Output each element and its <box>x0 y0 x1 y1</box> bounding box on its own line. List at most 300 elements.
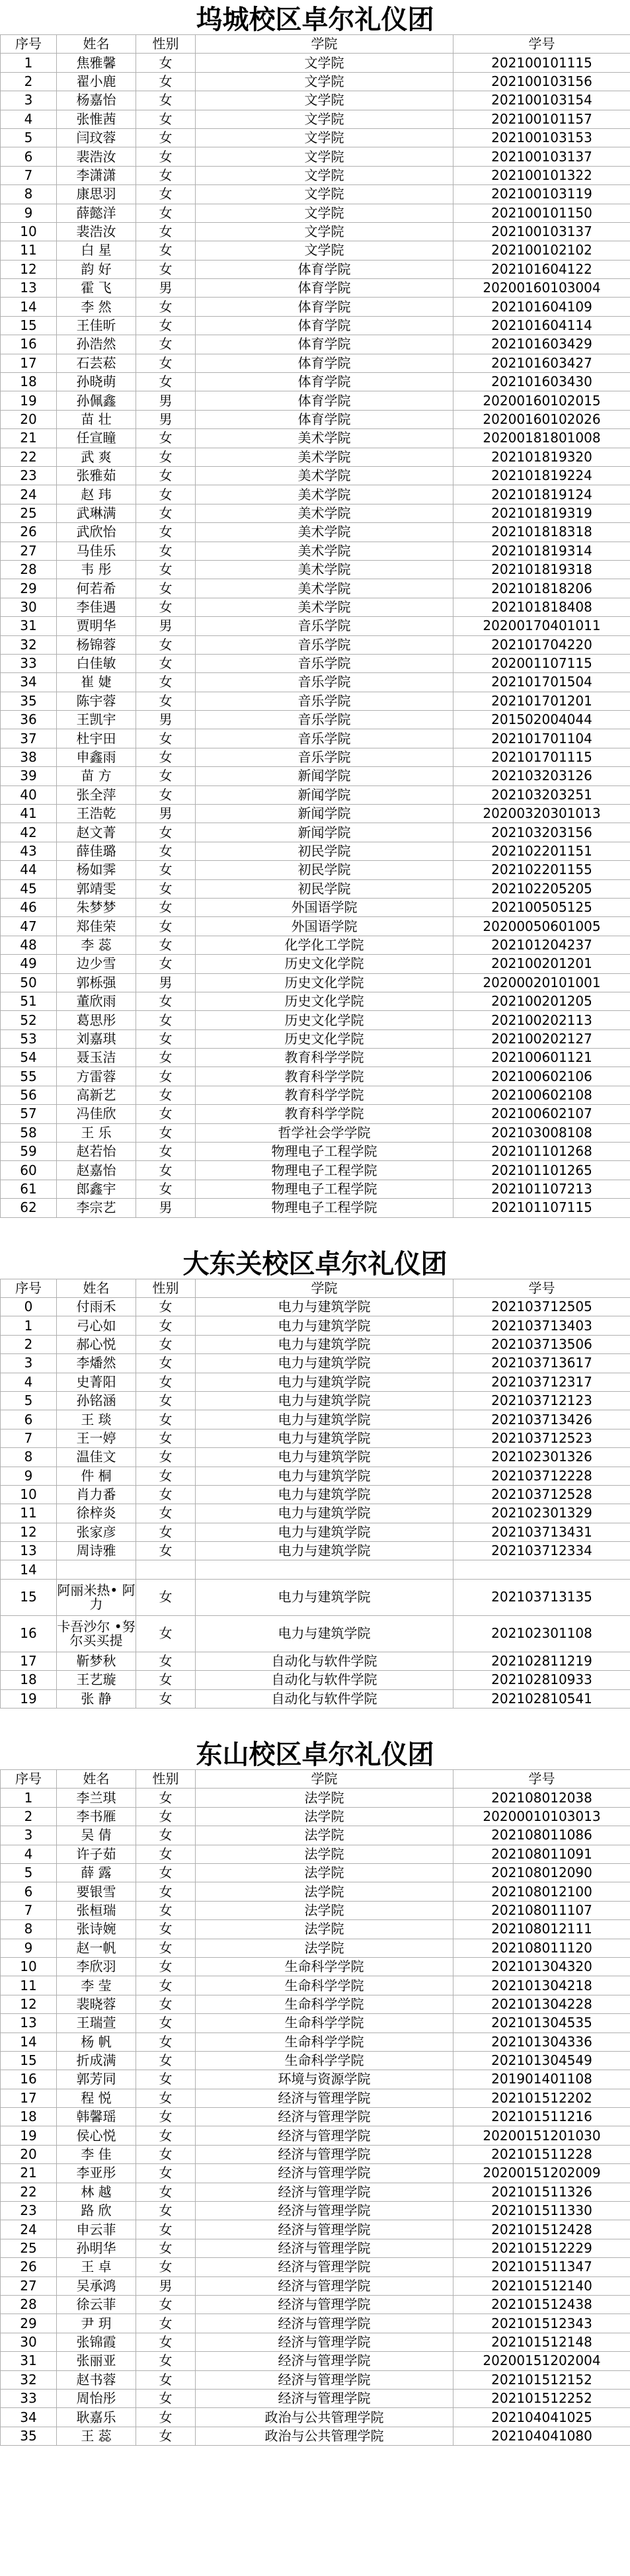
row-index: 35 <box>1 2427 57 2445</box>
table-row <box>1 1448 630 1467</box>
table-row <box>1 579 630 598</box>
row-index: 13 <box>1 1542 57 1560</box>
section-title: 东山校区卓尔礼仪团 <box>196 1740 434 1771</box>
row-index: 62 <box>1 1199 57 1217</box>
student-college: 生命科学学院 <box>196 2014 453 2033</box>
student-gender: 女 <box>136 1049 196 1067</box>
student-id: 202100202127 <box>453 1029 630 1048</box>
row-index: 12 <box>1 1995 57 2013</box>
student-name: 赵一帆 <box>57 1939 136 1957</box>
table-row <box>1 2164 630 2183</box>
student-id: 202102810933 <box>453 1671 630 1689</box>
student-gender: 女 <box>136 898 196 916</box>
student-id: 202108011120 <box>453 1939 630 1957</box>
row-index: 11 <box>1 1504 57 1523</box>
row-index: 22 <box>1 448 57 466</box>
student-college: 音乐学院 <box>196 692 453 710</box>
student-name: 王浩乾 <box>57 805 136 823</box>
student-gender: 女 <box>136 1105 196 1123</box>
student-college: 电力与建筑学院 <box>196 1335 453 1353</box>
student-name: 王 蕊 <box>57 2427 136 2445</box>
row-index: 26 <box>1 523 57 542</box>
student-gender: 女 <box>136 785 196 804</box>
row-index: 13 <box>1 2014 57 2033</box>
student-name: 王 乐 <box>57 1123 136 1142</box>
row-index: 24 <box>1 2220 57 2239</box>
student-id: 202108012090 <box>453 1863 630 1882</box>
row-index: 16 <box>1 1615 57 1652</box>
student-id: 202101512252 <box>453 2389 630 2407</box>
student-gender: 女 <box>136 1789 196 1807</box>
row-index: 28 <box>1 560 57 579</box>
table-row <box>1 917 630 936</box>
row-index: 28 <box>1 2295 57 2314</box>
table-row <box>1 1504 630 1523</box>
student-id: 202101604114 <box>453 316 630 335</box>
table-row <box>1 260 630 278</box>
student-college: 经济与管理学院 <box>196 2239 453 2257</box>
student-college: 教育科学学院 <box>196 1086 453 1104</box>
student-id: 202101701201 <box>453 692 630 710</box>
student-gender: 女 <box>136 2389 196 2407</box>
student-college: 法学院 <box>196 1939 453 1957</box>
row-index: 6 <box>1 147 57 166</box>
row-index: 12 <box>1 1523 57 1541</box>
student-gender: 女 <box>136 1298 196 1316</box>
table-row <box>1 560 630 579</box>
student-name: 申云菲 <box>57 2220 136 2239</box>
student-id: 202103712334 <box>453 1542 630 1560</box>
table-row <box>1 1671 630 1689</box>
student-name: 孙浩然 <box>57 335 136 354</box>
student-id: 202103712528 <box>453 1485 630 1504</box>
student-name: 许子茹 <box>57 1845 136 1863</box>
student-id: 202101304549 <box>453 2051 630 2070</box>
student-name: 耿嘉乐 <box>57 2408 136 2427</box>
student-gender: 女 <box>136 1485 196 1504</box>
row-index: 17 <box>1 1652 57 1670</box>
row-index: 29 <box>1 2314 57 2333</box>
student-college: 经济与管理学院 <box>196 2202 453 2220</box>
table-row <box>1 1957 630 1976</box>
student-id: 202103713403 <box>453 1316 630 1335</box>
student-id: 202001107115 <box>453 654 630 672</box>
row-index: 49 <box>1 955 57 973</box>
row-index: 25 <box>1 504 57 522</box>
student-id: 20200160102026 <box>453 410 630 428</box>
student-name: 石芸菘 <box>57 354 136 372</box>
student-gender: 女 <box>136 2295 196 2314</box>
row-index: 42 <box>1 823 57 842</box>
student-college: 自动化与软件学院 <box>196 1689 453 1708</box>
table-row <box>1 1615 630 1652</box>
row-index: 11 <box>1 241 57 260</box>
student-name: 王佳昕 <box>57 316 136 335</box>
student-name: 张锦霞 <box>57 2333 136 2351</box>
student-id: 202101101268 <box>453 1143 630 1161</box>
row-index: 52 <box>1 1011 57 1029</box>
table-row <box>1 1807 630 1826</box>
row-index: 27 <box>1 2276 57 2295</box>
student-college: 初民学院 <box>196 879 453 898</box>
row-index: 4 <box>1 1845 57 1863</box>
student-name: 李 莹 <box>57 1976 136 1995</box>
student-gender: 女 <box>136 842 196 860</box>
student-gender: 女 <box>136 748 196 766</box>
student-gender: 男 <box>136 711 196 729</box>
table-row <box>1 1298 630 1316</box>
student-college: 经济与管理学院 <box>196 2295 453 2314</box>
student-name: 武琳满 <box>57 504 136 522</box>
student-id: 202101304336 <box>453 2033 630 2051</box>
student-name: 折成满 <box>57 2051 136 2070</box>
student-name: 李书雁 <box>57 1807 136 1826</box>
row-index: 25 <box>1 2239 57 2257</box>
student-name: 王 卓 <box>57 2258 136 2276</box>
student-gender: 女 <box>136 373 196 391</box>
row-index: 47 <box>1 917 57 936</box>
student-college: 体育学院 <box>196 335 453 354</box>
student-name: 裴浩汝 <box>57 147 136 166</box>
student-college: 美术学院 <box>196 579 453 598</box>
student-name: 韦 彤 <box>57 560 136 579</box>
student-name: 李佳遇 <box>57 598 136 616</box>
table-row <box>1 1560 630 1579</box>
student-name: 李 然 <box>57 298 136 316</box>
student-id: 202101107213 <box>453 1180 630 1198</box>
table-row <box>1 1901 630 1919</box>
student-college: 电力与建筑学院 <box>196 1448 453 1467</box>
student-id: 202100201205 <box>453 992 630 1010</box>
row-index: 2 <box>1 72 57 91</box>
student-name: 件 桐 <box>57 1467 136 1485</box>
table-row <box>1 110 630 128</box>
table-row <box>1 823 630 842</box>
student-gender: 女 <box>136 147 196 166</box>
student-gender: 女 <box>136 1579 196 1615</box>
student-id <box>453 1560 630 1579</box>
student-college: 文学院 <box>196 110 453 128</box>
student-name: 付雨禾 <box>57 1298 136 1316</box>
row-index: 29 <box>1 579 57 598</box>
row-index: 61 <box>1 1180 57 1198</box>
student-id: 202108011107 <box>453 1901 630 1919</box>
student-gender: 男 <box>136 2276 196 2295</box>
student-id: 202100602108 <box>453 1086 630 1104</box>
table-row <box>1 1086 630 1104</box>
student-gender: 男 <box>136 973 196 992</box>
student-name: 赵文菁 <box>57 823 136 842</box>
row-index: 15 <box>1 2051 57 2070</box>
student-name: 吴 倩 <box>57 1826 136 1845</box>
table-row <box>1 429 630 448</box>
student-name: 阿丽米热• 阿力 <box>57 1579 136 1615</box>
row-index: 43 <box>1 842 57 860</box>
student-college: 初民学院 <box>196 861 453 879</box>
table-row <box>1 673 630 692</box>
student-name: 薛懿洋 <box>57 204 136 222</box>
student-name: 闫玟蓉 <box>57 128 136 147</box>
student-name: 白佳敏 <box>57 654 136 672</box>
student-college: 美术学院 <box>196 429 453 448</box>
table-row <box>1 1011 630 1029</box>
table-header-row <box>1 35 630 54</box>
student-name: 张家彦 <box>57 1523 136 1541</box>
table-row <box>1 1523 630 1541</box>
student-gender: 女 <box>136 1957 196 1976</box>
student-name: 孙晓萌 <box>57 373 136 391</box>
student-gender: 女 <box>136 1391 196 1410</box>
section-title: 大东关校区卓尔礼仪团 <box>182 1248 448 1279</box>
student-college: 音乐学院 <box>196 711 453 729</box>
student-college: 经济与管理学院 <box>196 2276 453 2295</box>
table-row <box>1 879 630 898</box>
student-gender: 女 <box>136 504 196 522</box>
student-id: 202101819124 <box>453 485 630 504</box>
student-name: 李欣羽 <box>57 1957 136 1976</box>
student-name: 肖力番 <box>57 1485 136 1504</box>
student-name: 温佳文 <box>57 1448 136 1467</box>
student-college: 化学化工学院 <box>196 936 453 954</box>
student-id: 202101512152 <box>453 2370 630 2389</box>
student-name: 郭靖雯 <box>57 879 136 898</box>
student-college: 体育学院 <box>196 279 453 298</box>
student-id: 202103713431 <box>453 1523 630 1541</box>
table-row <box>1 973 630 992</box>
col-student-id-header: 学号 <box>453 35 630 54</box>
student-id: 202104041080 <box>453 2427 630 2445</box>
student-gender: 女 <box>136 91 196 110</box>
row-index: 14 <box>1 2033 57 2051</box>
student-name: 路 欣 <box>57 2202 136 2220</box>
student-college: 音乐学院 <box>196 673 453 692</box>
student-name: 郭栎强 <box>57 973 136 992</box>
table-row <box>1 1689 630 1708</box>
student-id: 202103713617 <box>453 1354 630 1373</box>
student-id: 202101819314 <box>453 542 630 560</box>
table-row <box>1 204 630 222</box>
row-index: 18 <box>1 1671 57 1689</box>
row-index: 8 <box>1 1448 57 1467</box>
row-index: 33 <box>1 654 57 672</box>
roster-table <box>0 34 630 1218</box>
table-row <box>1 898 630 916</box>
student-id: 202103203251 <box>453 785 630 804</box>
student-id: 202108011086 <box>453 1826 630 1845</box>
student-gender: 女 <box>136 1429 196 1447</box>
student-name: 李 佳 <box>57 2145 136 2163</box>
student-college: 电力与建筑学院 <box>196 1467 453 1485</box>
table-row <box>1 2033 630 2051</box>
student-gender: 女 <box>136 2258 196 2276</box>
student-id: 202100103153 <box>453 128 630 147</box>
student-id: 202101704220 <box>453 635 630 654</box>
student-name: 赵 玮 <box>57 485 136 504</box>
student-name: 裴晓蓉 <box>57 1995 136 2013</box>
student-id: 202101603427 <box>453 354 630 372</box>
student-name: 贾明华 <box>57 617 136 635</box>
student-name: 郭芳同 <box>57 2070 136 2089</box>
table-row <box>1 2183 630 2201</box>
col-index-header: 序号 <box>1 1770 57 1789</box>
row-index: 18 <box>1 2108 57 2126</box>
row-index: 9 <box>1 1467 57 1485</box>
student-name: 王瑞萱 <box>57 2014 136 2033</box>
student-id: 202102811219 <box>453 1652 630 1670</box>
table-row <box>1 729 630 748</box>
student-id: 202101512140 <box>453 2276 630 2295</box>
row-index: 32 <box>1 2370 57 2389</box>
student-id: 202108011091 <box>453 1845 630 1863</box>
student-gender: 女 <box>136 204 196 222</box>
student-gender: 女 <box>136 1807 196 1826</box>
student-college: 电力与建筑学院 <box>196 1485 453 1504</box>
row-index: 15 <box>1 1579 57 1615</box>
student-college: 历史文化学院 <box>196 1011 453 1029</box>
row-index: 8 <box>1 185 57 204</box>
row-index: 19 <box>1 391 57 410</box>
student-gender: 女 <box>136 166 196 184</box>
student-id: 202104041025 <box>453 2408 630 2427</box>
student-name: 郑佳荣 <box>57 917 136 936</box>
row-index: 36 <box>1 711 57 729</box>
student-id: 202100602107 <box>453 1105 630 1123</box>
table-row <box>1 1882 630 1901</box>
student-college: 历史文化学院 <box>196 1029 453 1048</box>
student-college: 物理电子工程学院 <box>196 1180 453 1198</box>
student-college: 物理电子工程学院 <box>196 1199 453 1217</box>
student-id: 202100505125 <box>453 898 630 916</box>
student-college: 电力与建筑学院 <box>196 1615 453 1652</box>
student-gender: 女 <box>136 466 196 485</box>
student-name: 苗 方 <box>57 767 136 785</box>
row-index: 3 <box>1 91 57 110</box>
row-index: 22 <box>1 2183 57 2201</box>
student-college: 生命科学学院 <box>196 2051 453 2070</box>
table-row <box>1 391 630 410</box>
student-college: 体育学院 <box>196 373 453 391</box>
table-row <box>1 504 630 522</box>
student-college: 历史文化学院 <box>196 973 453 992</box>
row-index: 5 <box>1 1863 57 1882</box>
student-id: 202100103137 <box>453 222 630 241</box>
table-row <box>1 767 630 785</box>
table-row <box>1 542 630 560</box>
student-college: 体育学院 <box>196 391 453 410</box>
row-index: 55 <box>1 1067 57 1086</box>
student-college: 音乐学院 <box>196 635 453 654</box>
table-row <box>1 711 630 729</box>
table-row <box>1 861 630 879</box>
table-row <box>1 955 630 973</box>
student-gender: 女 <box>136 729 196 748</box>
student-name: 徐云菲 <box>57 2295 136 2314</box>
row-index: 17 <box>1 354 57 372</box>
student-gender: 女 <box>136 560 196 579</box>
student-gender: 女 <box>136 1652 196 1670</box>
student-gender: 女 <box>136 1067 196 1086</box>
student-name: 王 琰 <box>57 1410 136 1429</box>
row-index: 23 <box>1 466 57 485</box>
student-name: 杨如霁 <box>57 861 136 879</box>
student-id: 201502004044 <box>453 711 630 729</box>
student-college: 文学院 <box>196 222 453 241</box>
student-gender: 女 <box>136 2126 196 2145</box>
student-id: 202103712228 <box>453 1467 630 1485</box>
table-row <box>1 147 630 166</box>
student-college: 文学院 <box>196 166 453 184</box>
row-index: 10 <box>1 222 57 241</box>
student-gender: 女 <box>136 1467 196 1485</box>
student-name: 周诗雅 <box>57 1542 136 1560</box>
student-name: 武欣怡 <box>57 523 136 542</box>
student-gender: 女 <box>136 1354 196 1373</box>
student-gender: 女 <box>136 1901 196 1919</box>
student-id: 202100202113 <box>453 1011 630 1029</box>
student-id: 202101512148 <box>453 2333 630 2351</box>
student-name: 任宣瞳 <box>57 429 136 448</box>
student-gender: 女 <box>136 635 196 654</box>
row-index: 9 <box>1 204 57 222</box>
student-name: 申鑫雨 <box>57 748 136 766</box>
student-name: 王艺璇 <box>57 1671 136 1689</box>
row-index: 21 <box>1 429 57 448</box>
student-id: 202101511347 <box>453 2258 630 2276</box>
student-gender: 女 <box>136 241 196 260</box>
student-college: 体育学院 <box>196 354 453 372</box>
table-row <box>1 1976 630 1995</box>
student-college: 经济与管理学院 <box>196 2145 453 2163</box>
row-index: 53 <box>1 1029 57 1048</box>
student-gender: 女 <box>136 1689 196 1708</box>
student-college: 体育学院 <box>196 316 453 335</box>
student-name: 薛 露 <box>57 1863 136 1882</box>
student-gender: 女 <box>136 1373 196 1391</box>
student-name: 李亚彤 <box>57 2164 136 2183</box>
student-name: 杨锦蓉 <box>57 635 136 654</box>
student-college: 音乐学院 <box>196 654 453 672</box>
student-college: 美术学院 <box>196 560 453 579</box>
table-row <box>1 598 630 616</box>
student-college: 文学院 <box>196 91 453 110</box>
student-id: 20200160103004 <box>453 279 630 298</box>
row-index: 8 <box>1 1920 57 1939</box>
student-id: 202100201201 <box>453 955 630 973</box>
student-college: 经济与管理学院 <box>196 2352 453 2370</box>
student-college: 教育科学学院 <box>196 1067 453 1086</box>
student-id: 202101511228 <box>453 2145 630 2163</box>
student-name: 徐梓炎 <box>57 1504 136 1523</box>
section-gap <box>0 1709 630 1735</box>
table-header-row <box>1 1770 630 1789</box>
student-college: 体育学院 <box>196 410 453 428</box>
row-index: 2 <box>1 1807 57 1826</box>
student-gender: 女 <box>136 598 196 616</box>
row-index: 15 <box>1 316 57 335</box>
student-name: 王一婷 <box>57 1429 136 1447</box>
student-gender: 女 <box>136 1845 196 1863</box>
student-gender: 女 <box>136 448 196 466</box>
student-college: 自动化与软件学院 <box>196 1652 453 1670</box>
student-college: 政治与公共管理学院 <box>196 2427 453 2445</box>
row-index: 39 <box>1 767 57 785</box>
section-gap <box>0 1218 630 1244</box>
student-college: 文学院 <box>196 54 453 72</box>
row-index: 17 <box>1 2089 57 2107</box>
student-name: 孙铭涵 <box>57 1391 136 1410</box>
student-id: 202101819320 <box>453 448 630 466</box>
student-name: 赵书蓉 <box>57 2370 136 2389</box>
